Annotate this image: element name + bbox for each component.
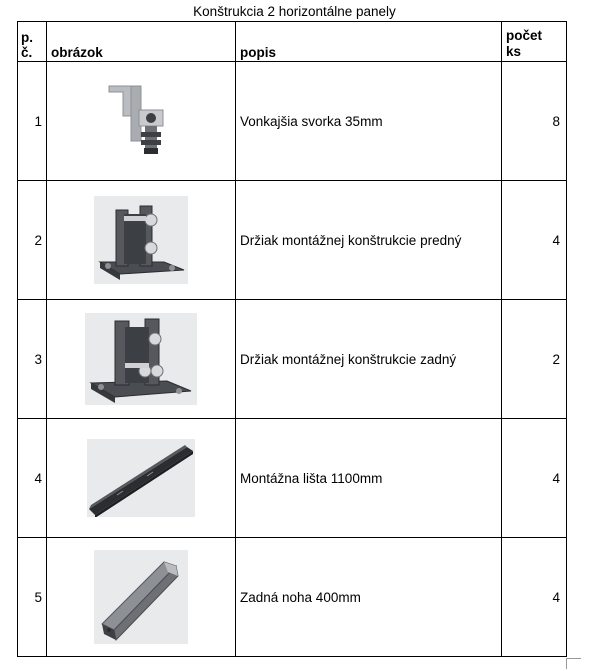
table-row: [18, 181, 567, 300]
front-mount-bracket-image: [94, 196, 188, 284]
row-number: 5: [18, 538, 47, 657]
parts-table: [17, 21, 567, 657]
header-number: p. č.: [18, 22, 47, 62]
row-count: 4: [502, 419, 567, 538]
header-count: počet ks: [502, 22, 567, 62]
document-title: Konštrukcia 2 horizontálne panely: [193, 4, 396, 19]
table-row: [18, 62, 567, 181]
table-header-row: [18, 22, 567, 62]
row-image-cell: [47, 419, 236, 538]
row-image-cell: [47, 300, 236, 419]
row-image-cell: [47, 181, 236, 300]
table-row: [18, 300, 567, 419]
outer-clamp-image: [101, 76, 181, 166]
rear-leg-image: [94, 550, 188, 644]
table-row: [18, 419, 567, 538]
row-count: 4: [502, 181, 567, 300]
row-count: 8: [502, 62, 567, 181]
row-number: 2: [18, 181, 47, 300]
row-number: 3: [18, 300, 47, 419]
row-image-cell: [47, 62, 236, 181]
row-count: 4: [502, 538, 567, 657]
row-description: Montážna lišta 1100mm: [236, 419, 502, 538]
header-description: popis: [236, 22, 502, 62]
row-count: 2: [502, 300, 567, 419]
row-description: Vonkajšia svorka 35mm: [236, 62, 502, 181]
mounting-rail-image: [87, 439, 195, 517]
header-image: obrázok: [47, 22, 236, 62]
row-number: 1: [18, 62, 47, 181]
row-description: Zadná noha 400mm: [236, 538, 502, 657]
table-row: [18, 538, 567, 657]
rear-mount-bracket-image: [85, 313, 197, 405]
row-number: 4: [18, 419, 47, 538]
row-image-cell: [47, 538, 236, 657]
row-description: Držiak montážnej konštrukcie predný: [236, 181, 502, 300]
page-corner-mark: [566, 658, 581, 669]
row-description: Držiak montážnej konštrukcie zadný: [236, 300, 502, 419]
text-cursor: [566, 538, 567, 552]
